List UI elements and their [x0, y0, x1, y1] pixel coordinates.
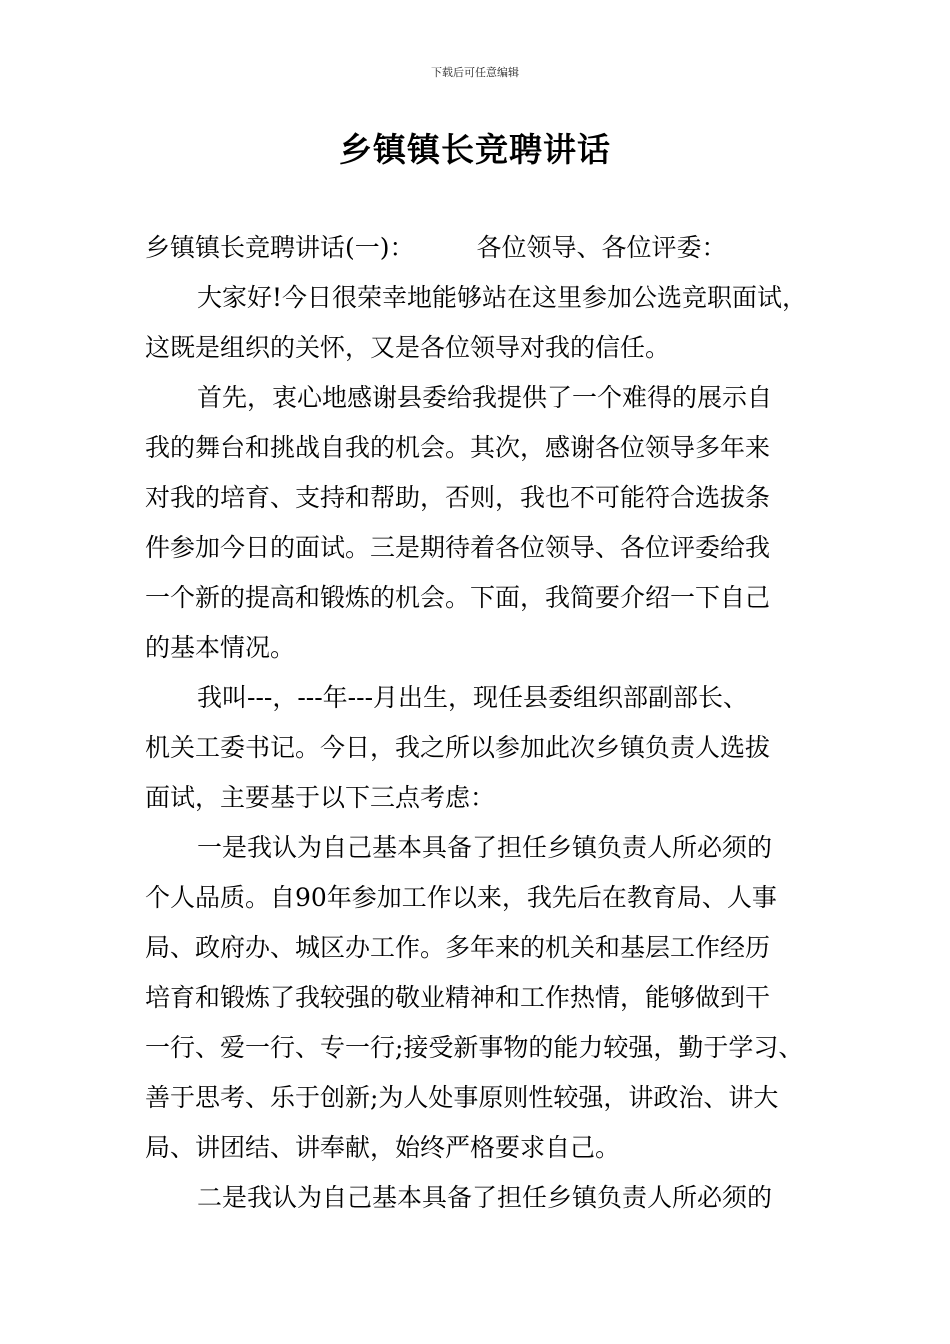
paragraph-3-line-2: 机关工委书记。今日，我之所以参加此次乡镇负责人选拔 [145, 733, 771, 762]
paragraph-4-line-4: 培育和锻炼了我较强的敬业精神和工作热情，能够做到干 [145, 983, 771, 1012]
paragraph-2-line-6: 的基本情况。 [145, 633, 296, 662]
paragraph-4-line-2: 个人品质。自90年参加工作以来，我先后在教育局、人事 [145, 883, 777, 912]
opening-salutation: 各位领导、各位评委： [476, 233, 727, 262]
paragraph-2-line-4: 件参加今日的面试。三是期待着各位领导、各位评委给我 [145, 533, 771, 562]
paragraph-5-line-1: 二是我认为自己基本具备了担任乡镇负责人所必须的 [197, 1183, 773, 1212]
document-body [145, 223, 825, 1223]
paragraph-3-line-1: 我叫---，---年---月出生，现任县委组织部副部长、 [197, 683, 749, 712]
paragraph-4-line-6: 善于思考、乐于创新;为人处事原则性较强，讲政治、讲大 [145, 1083, 779, 1112]
paragraph-4-line-3: 局、政府办、城区办工作。多年来的机关和基层工作经历 [145, 933, 771, 962]
paragraph-2-line-1: 首先，衷心地感谢县委给我提供了一个难得的展示自 [197, 383, 773, 412]
paragraph-2-line-5: 一个新的提高和锻炼的机会。下面，我简要介绍一下自己 [145, 583, 771, 612]
paragraph-3-line-3: 面试，主要基于以下三点考虑： [145, 783, 496, 812]
paragraph-2-line-2: 我的舞台和挑战自我的机会。其次，感谢各位领导多年来 [145, 433, 771, 462]
opening-line [145, 223, 825, 273]
paragraph-4-line-7: 局、讲团结、讲奉献，始终严格要求自己。 [145, 1133, 621, 1162]
paragraph-4-line-5: 一行、爱一行、专一行;接受新事物的能力较强，勤于学习、 [145, 1033, 804, 1062]
paragraph-2-line-3: 对我的培育、支持和帮助，否则，我也不可能符合选拔条 [145, 483, 771, 512]
paragraph-1-line-2: 这既是组织的关怀，又是各位领导对我的信任。 [145, 333, 671, 362]
header-note: 下载后可任意编辑 [431, 66, 519, 79]
paragraph-4-line-1: 一是我认为自己基本具备了担任乡镇负责人所必须的 [197, 833, 773, 862]
opening-heading: 乡镇镇长竞聘讲话(一)： [145, 233, 415, 262]
document-title: 乡镇镇长竞聘讲话 [339, 130, 611, 169]
paragraph-1-line-1: 大家好!今日很荣幸地能够站在这里参加公选竞职面试， [197, 283, 808, 312]
